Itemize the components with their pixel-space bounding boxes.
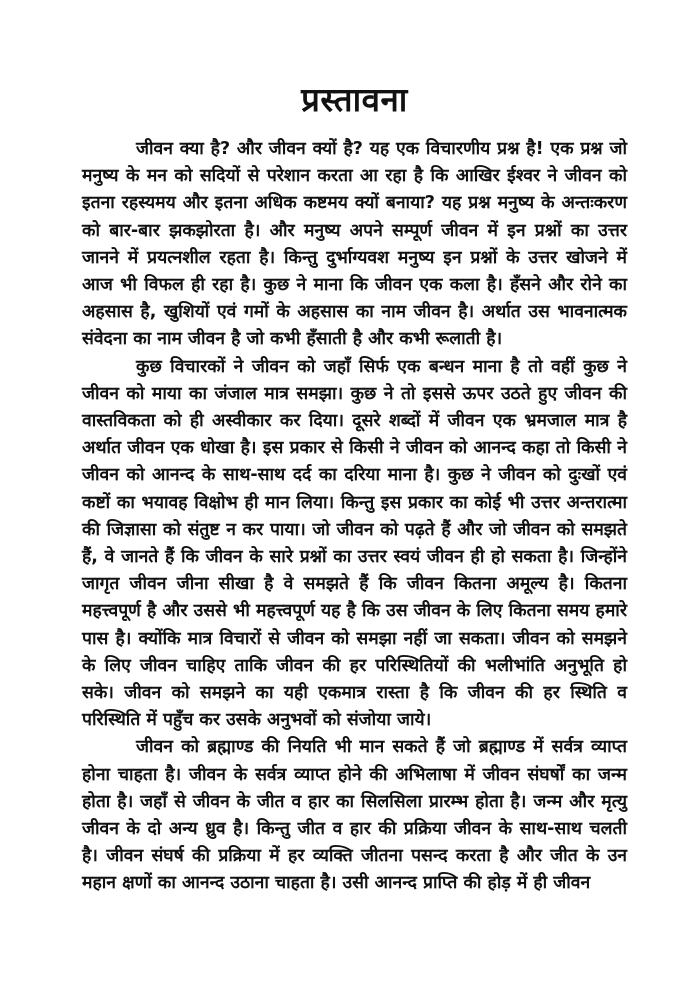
page-title: प्रस्तावना (301, 80, 408, 119)
paragraph-3: जीवन को ब्रह्माण्ड की नियति भी मान सकते हैं जो ब्रह्माण्ड में सर्वत्र व्याप्त होना चाहता है। जीवन के सर्वत्र व्याप्त होने की अभिलाषा में जीवन संघर्षों का जन्म होता है। जहाँ से जीवन के जीत व हार का सिलसिला प्रारम्भ होता है। जन्म और मृत्यु जीवन के दो अन्य ध्रुव है। किन्तु जीत व हार की प्रक्रिया जीवन के साथ-साथ चलती है। जीवन संघर्ष की प्रक्रिया में हर व्यक्ति जीतना पसन्द करता है और जीत के उन महान क्षणों का आनन्द उठाना चाहता है। उसी आनन्द प्राप्ति की होड़ में ही जीवन (82, 737, 627, 894)
paragraph-2: कुछ विचारकों ने जीवन को जहाँ सिर्फ एक बन्धन माना है तो वहीं कुछ ने जीवन को माया का जंजाल मात्र समझा। कुछ ने तो इससे ऊपर उठते हुए जीवन की वास्तविकता को ही अस्वीकार कर दिया। दूसरे शब्दों में जीवन एक भ्रमजाल मात्र है अर्थात जीवन एक धोखा है। इस प्रकार से किसी ने जीवन को आनन्द कहा तो किसी ने जीवन को आनन्द के साथ-साथ दर्द का दरिया माना है। कुछ ने जीवन को दुःखों एवं कष्टों का भयावह विक्षोभ ही मान लिया। किन्तु इस प्रकार का कोई भी उत्तर अन्तरात्मा की जिज्ञासा को संतुष्ट न कर पाया। जो जीवन को पढ़ते हैं और जो जीवन को समझते हैं, वे जानते हैं कि जीवन के सारे प्रश्नों का उत्तर स्वयं जीवन ही हो सकता है। जिन्होंने जागृत जीवन जीना सीखा है वे समझते हैं कि जीवन कितना अमूल्य है। कितना महत्त्वपूर्ण है और उससे भी महत्त्वपूर्ण यह है कि उस जीवन के लिए कितना समय हमारे पास है। क्योंकि मात्र विचारों से जीवन को समझा नहीं जा सकता। जीवन को समझने के लिए जीवन चाहिए ताकि जीवन की हर परिस्थितियों की भलीभांति अनुभूति हो सके। जीवन को समझने का यही एकमात्र रास्ता है कि जीवन की हर स्थिति व परिस्थिति में पहुँच कर उसके अनुभवों को संजोया जाये। (82, 356, 628, 731)
paragraph-1: जीवन क्या है? और जीवन क्यों है? यह एक विचारणीय प्रश्न है! एक प्रश्न जो मनुष्य के मन को सदियों से परेशान करता आ रहा है कि आखिर ईश्वर ने जीवन को इतना रहस्यमय और इतना अधिक कष्टमय क्यों बनाया? यह प्रश्न मनुष्य के अन्तःकरण को बार-बार झकझोरता है। और मनुष्य अपने सम्पूर्ण जीवन में इन प्रश्नों का उत्तर जानने में प्रयत्नशील रहता है। किन्तु दुर्भाग्यवश मनुष्य इन प्रश्नों के उत्तर खोजने में आज भी विफल ही रहा है। कुछ ने माना कि जीवन एक कला है। हँसने और रोने का अहसास है, खुशियों एवं गमों के अहसास का नाम जीवन है। अर्थात उस भावनात्मक संवेदना का नाम जीवन है जो कभी हँसाती है और कभी रूलाती है। (82, 139, 627, 350)
